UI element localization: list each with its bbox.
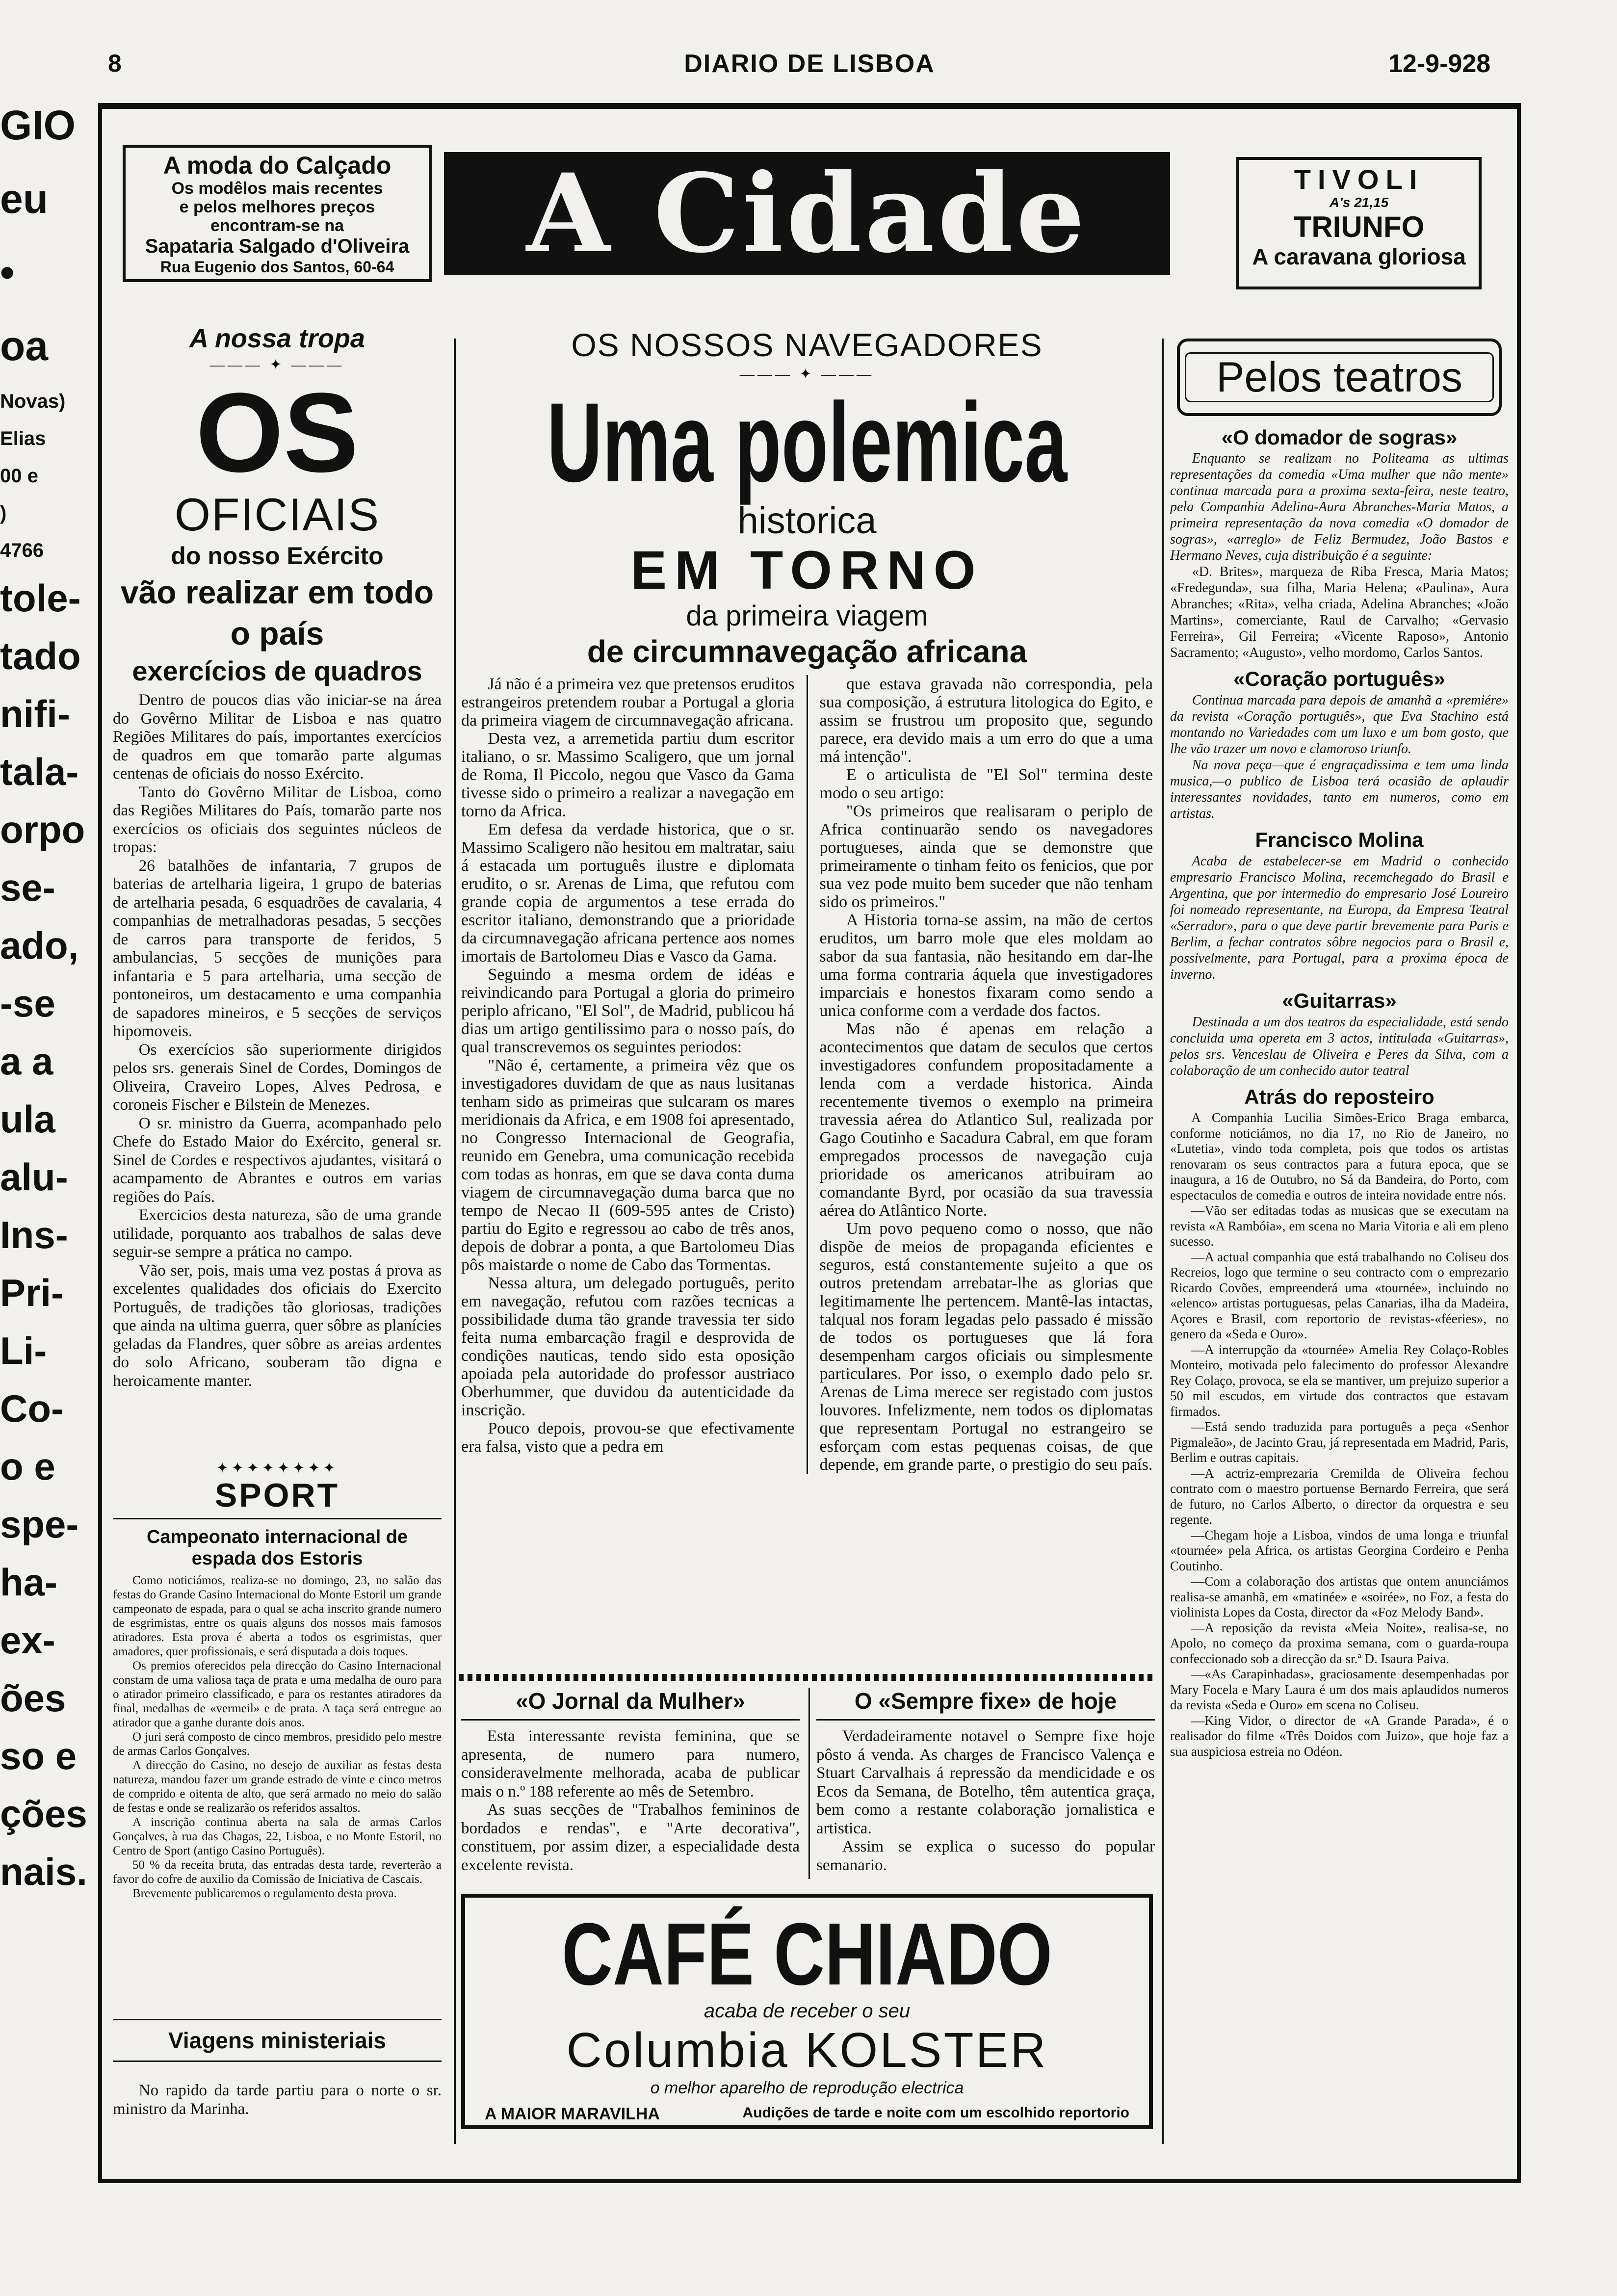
- polemica-paragraph: Desta vez, a arremetida partiu dum escritor italiano, o sr. Massimo Scaligero, que um jornal de Roma, Il Piccolo, negou que Vasco da Gama tivesse sido o primeiro a realizar a navegação em torno da Africa.: [461, 730, 795, 820]
- tropa-body: [113, 691, 442, 1390]
- ad-calcado-address: Rua Eugenio dos Santos, 60-64: [160, 258, 394, 276]
- article-sempre-fixe: [816, 1688, 1155, 1875]
- coracao-text2: Na nova peça—que é engraçadissima e tem uma linda musica,—o publico de Lisboa terá ocasião de aplaudir interessantes novidades, tanto em numeros, como em artistas.: [1170, 757, 1509, 821]
- ornament-divider: ——— ✦ ———: [739, 366, 875, 382]
- strip-word: GIO: [0, 102, 76, 148]
- tropa-paragraph: Os exercícios são superiormente dirigidos pelos srs. generais Sinel de Cordes, Domingos de Oliveira, Craveiro Lopes, Alves Pedrosa, e coroneis Fischer e Bilstein de Menezes.: [113, 1041, 442, 1114]
- polemica-columns: [461, 675, 1153, 1474]
- strip-word: tole-: [0, 576, 81, 620]
- tropa-paragraph: Dentro de poucos dias vão iniciar-se na área do Govêrno Militar de Lisboa e nas quatro Regiões Militares do país, importantes exercícios de quadros em que tomarão parte algumas centenas de oficiais do nosso Exército.: [113, 691, 442, 783]
- reposteiro-item: —Com a colaboração dos artistas que ontem anunciámos realisa-se amanhã, em «matinée» e «soirée», no Foz, a festa do violinista Lopes da Costa, director da «Foz Melody Band».: [1170, 1574, 1509, 1619]
- strip-word: -se: [0, 982, 55, 1025]
- polemica-line3: EM TORNO: [630, 540, 984, 600]
- strip-word: nais.: [0, 1850, 87, 1893]
- sempre-fixe-title: O «Sempre fixe» de hoje: [816, 1688, 1155, 1721]
- sport-headline: Campeonato internacional de espada dos Estoris: [146, 1527, 408, 1569]
- col-rule-2: [1162, 339, 1164, 2144]
- ad-calcado-line1: Os modêlos mais recentes: [171, 179, 383, 198]
- ad-tivoli: [1236, 157, 1482, 289]
- strip-word: ções: [0, 1792, 87, 1835]
- sport-paragraph: A direcção do Casino, no desejo de auxiliar as festas desta natureza, mandou fazer um grande estrado de vinte e cinco metros de comprido e oitenta de alto, que será armado no meio do salão de festas e onde se realizarão os referidos assaltos.: [113, 1759, 442, 1815]
- cafe-chiado-left: A MAIOR MARAVILHA: [485, 2105, 660, 2123]
- strip-word: se-: [0, 866, 55, 909]
- guitarras-title: «Guitarras»: [1282, 989, 1397, 1012]
- polemica-paragraph: Nessa altura, um delegado português, perito em navegação, refutou com razões tecnicas a possibilidade duma tão grande travessia ter sido feita numa embarcação fragil e desprovida de condições nauticas, tendo sido esta oposição apoiada pela autoridade do professor austriaco Oberhummer, que duvidou da autenticidade da inscrição.: [461, 1274, 795, 1419]
- strip-word: Li-: [0, 1329, 47, 1372]
- polemica-paragraph: A Historia torna-se assim, na mão de certos eruditos, um barro mole que eles moldam ao sabor da sua fantasia, não hesitando em dar-lhe uma forma contraria áquela que investigadores imparciais e honestos fixaram como sendo a unica conforme com a verdade dos factos.: [819, 911, 1153, 1020]
- polemica-paragraph: Já não é a primeira vez que pretensos eruditos estrangeiros pretendem roubar a Portugal a gloria da primeira viagem de circumnavegação africana.: [461, 675, 795, 730]
- strip-word: so e: [0, 1734, 77, 1777]
- ornament-divider: ——— ✦ ———: [209, 357, 345, 373]
- tivoli-time: A's 21,15: [1329, 195, 1389, 210]
- cafe-chiado-title: CAFÉ CHIADO: [562, 1905, 1052, 2004]
- strip-word: Co-: [0, 1387, 64, 1430]
- ad-cafe-chiado: [461, 1894, 1153, 2129]
- ad-calcado-line2: e pelos melhores preços: [179, 198, 375, 216]
- polemica-paragraph: E o articulista de "El Sol" termina deste modo o seu artigo:: [819, 766, 1153, 802]
- sport-paragraph: Brevemente publicaremos o regulamento desta prova.: [132, 1887, 397, 1900]
- domador-cast: «D. Brites», marqueza de Riba Fresca, Maria Matos; «Fredegunda», sua filha, Maria Helena; «Paulina», Aura Abranches; «Rita», velha criada, Adelina Abranches; «João Martins», comerciante, Raul de Carvalho; «Gervasio Ferreira», Gil Ferreira; «Vicente Raposo», Antonio Sacramento; «Augusto», velho mordomo, Carlos Santos.: [1170, 564, 1509, 660]
- tropa-headline: vão realizar em todo o país: [120, 574, 434, 652]
- tropa-paragraph: O sr. ministro da Guerra, acompanhado pelo Chefe do Estado Maior do Exército, general sr. Sinel de Cordes e respectivos ajudantes, visitará o acampamento de Abrantes e outros em varias regiões do País.: [113, 1114, 442, 1206]
- article-viagens: [113, 2019, 442, 2118]
- article-polemica: [461, 326, 1153, 1474]
- tropa-paragraph: Exercicios desta natureza, são de uma grande utilidade, porquanto aos trabalhos de salas deve seguir-se sempre a prática no campo.: [113, 1206, 442, 1261]
- strip-word: ula: [0, 1097, 55, 1141]
- ornament-divider: ✦✦✦✦✦✦✦✦: [216, 1460, 339, 1476]
- strip-word: ões: [0, 1676, 66, 1720]
- strip-word: eu: [0, 176, 49, 222]
- jornal-mulher-title: «O Jornal da Mulher»: [461, 1688, 800, 1721]
- strip-word: Novas): [0, 391, 66, 412]
- ad-calcado-shop: Sapataria Salgado d'Oliveira: [145, 235, 410, 257]
- tropa-officials: OFICIAIS: [174, 489, 380, 540]
- cafe-chiado-product: Columbia KOLSTER: [566, 2023, 1048, 2078]
- sport-paragraph: 50 % da receita bruta, das entradas desta tarde, reverterão a favor do cofre de auxilio da Comissão de Iniciativa de Cascais.: [113, 1858, 442, 1886]
- polemica-paragraph: Mas não é apenas em relação a acontecimentos que datam de seculos que certos investigadores confundem propositadamente a lenda com a verdade historica. Ainda recentemente tivemos o exemplo na primeira travessia aérea do Atlantico Sul, realizada por Gago Coutinho e Sacadura Cabral, em que foram empregados processos de navegação cuja prioridade os americanos atribuiram ao comandante Byrd, por ocasião da sua travessia aérea do Atlântico Norte.: [819, 1020, 1153, 1220]
- cafe-chiado-line2: o melhor aparelho de reprodução electrica: [650, 2079, 964, 2097]
- reposteiro-item: —«As Carapinhadas», graciosamente desempenhadas por Mary Focela e Mary Laura é um dos mais aplaudidos numeros da revista «Seda e Ouro» em scena no Coliseu.: [1170, 1667, 1509, 1712]
- masthead-title: A Cidade: [526, 150, 1088, 277]
- strip-word: tala-: [0, 750, 79, 793]
- strip-word: 00 e: [0, 465, 38, 487]
- cafe-chiado-footer: [465, 2099, 1149, 2124]
- teatros-banner: [1177, 339, 1502, 416]
- tropa-paragraph: Vão ser, pois, mais uma vez postas á prova as excelentes qualidades dos oficiais do Exercito Português, de tradições tão gloriosas, tradições que ainda na ultima guerra, quer sôbre as planícies geladas da Flandres, quer sôbre as areias ardentes do solo Africano, souberam tão digna e heroicamente manter.: [113, 1261, 442, 1390]
- newspaper-name: DIARIO DE LISBOA: [684, 50, 935, 78]
- dotted-separator: [459, 1674, 1155, 1681]
- strip-word: orpo: [0, 808, 85, 851]
- strip-word: oa: [0, 323, 49, 369]
- strip-words: [0, 88, 87, 1901]
- strip-word: ): [0, 502, 7, 524]
- reposteiro-item: —A actriz-empreza​ria Cremilda de Oliveira fechou contrato com o maestro portuense Bernardo Ferreira, que será de futuro, no Carlos Alberto, o director da orquestra e seu regente.: [1170, 1465, 1509, 1527]
- viagens-text: No rapido da tarde partiu para o norte o sr. ministro da Marinha.: [113, 2082, 442, 2118]
- domador-text: Enquanto se realizam no Politeama as ultimas representações da comedia «Uma mulher que não mente» continua marcada para a proxima sexta-feira, neste teatro, pela Companhia Adelina-Aura Abranches-Maria Matos, a primeira representação da nova comedia «O domador de sogras», «arreglo» de Feliz Bermudez, João Bastos e Hermano Neves, cuja distribuição é a seguinte:: [1170, 451, 1509, 563]
- sport-rule: [113, 1518, 442, 1519]
- molina-text: Acaba de estabelecer-se em Madrid o conhecido empresario Francisco Molina, recemchegado do Brasil e Argentina, que por intermedio do empresario José Loureiro foi nomeado representante, na Europa, da Empresa Teatral «Serrador», para o que deve partir brevemente para Paris e Berlim, a fechar contratos sôbre negocios para o Brasil e, possivelmente, para Portugal, para a proxima época de inverno.: [1170, 854, 1509, 982]
- reposteiro-item: —King Vidor, o director de «A Grande Parada», é o realisador do filme «Três Doidos com Juizo», que hoje faz a sua auspiciosa estreia no Odéon.: [1170, 1713, 1509, 1759]
- strip-word: Ins-: [0, 1213, 68, 1256]
- coracao-text: Continua marcada para depois de amanhã a «premiére» da revista «Coração português», que Eva Stachino está montando no Variedades com um luxo e um bom gosto, que lhe vão trazer um novo e clamoroso triunfo.: [1170, 693, 1509, 757]
- strip-word: Pri-: [0, 1271, 64, 1314]
- sport-paragraph: O juri será composto de cinco membros, presidido pelo mestre de armas Carlos Gonçalves.: [113, 1730, 442, 1758]
- tropa-paragraph: 26 batalhões de infantaria, 7 grupos de baterias de artelharia ligeira, 1 grupo de baterias de artelharia pesada, 6 esquadrões de cavalaria, 4 companhias de metralhadoras pesadas, 5 secções de carros para transporte de feridos, 5 ambulancias, 5 secções de munições para infantaria e 5 para artelharia, uma secção de pontoneiros, um destacamento e uma companhia de sapadores mineiros, e 5 secções de serviços hipomoveis.: [113, 857, 442, 1040]
- guitarras-text: Destinada a um dos teatros da especialidade, está sendo concluida uma opereta em 3 actos, intitulada «Guitarras», pelos srs. Venceslau de Oliveira e Peres da Silva, com a colaboração de um conhecido autor teatral: [1170, 1015, 1509, 1078]
- polemica-paragraph: Pouco depois, provou-se que efectivamente era falsa, visto que a pedra em: [461, 1419, 795, 1456]
- tropa-sub: exercícios de quadros: [132, 655, 422, 686]
- strip-word: ado,: [0, 924, 79, 967]
- masthead: [444, 152, 1170, 275]
- frame-top: [98, 103, 1521, 109]
- strip-word: Elias: [0, 428, 46, 449]
- frame-right: [1517, 103, 1521, 2183]
- article-sport: [113, 1460, 442, 1901]
- frame-bottom: [98, 2179, 1521, 2183]
- mid-col-rule: [808, 1688, 810, 1879]
- article-teatros: [1170, 339, 1509, 1759]
- strip-word: o e: [0, 1445, 55, 1488]
- reposteiro-list: [1170, 1110, 1509, 1759]
- polemica-col2: [820, 675, 1153, 1474]
- polemica-paragraph: Seguindo a mesma ordem de idéas e reivindicando para Portugal a gloria do primeiro periplo africano, "El Sol", de Madrid, publicou há dias um artigo gentilissimo para o nosso país, do qual transcrevemos os seguintes periodos:: [461, 965, 795, 1056]
- tropa-big: OS: [195, 369, 359, 496]
- coracao-title: «Coração português»: [1233, 667, 1445, 690]
- polemica-paragraph: Em defesa da verdade historica, que o sr. Massimo Scaligero não hesitou em maltratar, saiu á estacada um português ilustre e diplomata erudito, o sr. Arenas de Lima, que refutou com grande copia de argumentos a tese errada do escritor italiano, demonstrando que a prioridade da circumnavegação africana pertence aos nomes imortais de Bartolomeu Dias e Vasco da Gama.: [461, 820, 795, 965]
- viagens-rule: [113, 2061, 442, 2062]
- ad-calcado-line3: encontram-se na: [210, 216, 344, 235]
- polemica-paragraph: "Os primeiros que realisaram o periplo de Africa continuarão sendo os navegadores portugueses, ainda que se demonstre que primeiramente o tinham feito os fenicios, que por sua vez pode muito bem suceder que não tenham sido os primeiros.": [819, 802, 1153, 911]
- polemica-paragraph: Um povo pequeno como o nosso, que não dispõe de meios de propaganda eficientes e seguros, está constantemente sujeito a que os outros pretendam arrebatar-lhe as glorias que legitimamente lhe pertencem. Mantê-las intactas, talqual nos foram legadas pelo passado é missão de todos os portugueses que lá fora desempenham cargos oficiais ou simplesmente particulares. Por isso, o exemplo dado pelo sr. Arenas de Lima merece ser registado com justos louvores. Infelizmente, nem todos os diplomatas que representam Portugal no estrangeiro se esforçam com estas pequenas coisas, de que depende, em grande parte, o prestigio do seu país.: [819, 1220, 1153, 1474]
- sport-body: [113, 1573, 442, 1901]
- reposteiro-item: —A actual companhia que está trabalhando no Coliseu dos Recreios, logo que termine o seu contracto com o emprezario Ricardo Covões, empreenderá uma «tournée», incluindo no «elenco» artistas portuguesas, pelas Canarias, ilha da Madeira, Açores e Brasil, com reportorio de revistas-«féeries», no genero da «Seda e Ouro».: [1170, 1249, 1509, 1341]
- ad-calcado: [123, 145, 432, 282]
- sport-paragraph: Os premios oferecidos pela direcção do Casino Internacional constam de uma valiosa taça de prata e uma medalha de ouro para o atirador primeiro classificado, e para os restantes atiradores da final, medalhas de «vermeil» e de prata. A taça será entregue ao atirador que a ganhe durante dois anos.: [113, 1659, 442, 1729]
- molina-title: Francisco Molina: [1255, 828, 1424, 851]
- strip-word: a a: [0, 1040, 53, 1083]
- jornal-mulher-text2: As suas secções de "Trabalhos femininos de bordados e rendas", e "Arte decorativa", constituem, por assim dizer, a especialidade desta excelente revista.: [461, 1801, 800, 1874]
- polemica-paragraph: que estava gravada não correspondia, pela sua composição, á estrutura litologica do Egito, e assim se frustrou um proposito que, segundo parece, era devido mais a um erro do que a uma má intenção".: [819, 675, 1153, 766]
- strip-word: spe-: [0, 1503, 79, 1546]
- tivoli-show: TRIUNFO: [1293, 210, 1425, 243]
- sport-paragraph: Como noticiámos, realiza-se no domingo, 23, no salão das festas do Grande Casino Internacional do Monte Estoril um grande campeonato de espada, para o qual se acha inscrito grande numero de esgrimistas, entre os quais alguns dos nossos mais famosos atiradores. Esta prova é aberta a todos os esgrimistas, quer amadores, quer profissionais, e será disputada a dois toques.: [113, 1574, 442, 1658]
- tivoli-subtitle: A caravana gloriosa: [1252, 244, 1466, 269]
- reposteiro-item: —Está sendo traduzida para português a peça «Senhor Pigmaleão», de Jacinto Grau, já representada em Madrid, Paris, Berlim e outras capitais.: [1170, 1419, 1509, 1465]
- sport-paragraph: A inscrição continua aberta na sala de armas Carlos Gonçalves, à rua das Chagas, 22, Lisboa, e no Monte Estoril, no Centro de Sport (antigo Casino Português).: [113, 1816, 442, 1857]
- page-number: 8: [108, 50, 122, 77]
- jornal-mulher-text: Esta interessante revista feminina, que se apresenta, de numero para numero, consideravelmente melhorada, acaba de publicar mais o n.º 188 referente ao mês de Setembro.: [461, 1727, 800, 1800]
- tropa-kicker: A nossa tropa: [189, 324, 365, 353]
- sport-title: SPORT: [214, 1477, 340, 1514]
- polemica-col1: [461, 675, 795, 1474]
- article-tropa: [113, 324, 442, 1390]
- reposteiro-item: —A interrupção da «tournée» Amelia Rey Colaço-Robles Monteiro, motivada pelo falecimento do professor Alexandre Rey Colaço, provoca, se ela se mantiver, um prejuizo superior a 50 mil escudos, em virtude dos contractos que estavam firmados.: [1170, 1342, 1509, 1419]
- article-jornal-mulher: [461, 1688, 800, 1875]
- strip-word: 4766: [0, 540, 44, 561]
- viagens-rule: [113, 2019, 442, 2020]
- strip-word: •: [0, 249, 15, 295]
- strip-word: ex-: [0, 1618, 55, 1662]
- cafe-chiado-right: Audições de tarde e noite com um escolhido reportorio: [742, 2105, 1129, 2121]
- polemica-col-rule: [807, 675, 808, 1474]
- cafe-chiado-line1: acaba de receber o seu: [704, 2000, 911, 2022]
- viagens-title: Viagens ministeriais: [168, 2028, 387, 2053]
- polemica-big: Uma polemica: [547, 379, 1068, 505]
- polemica-line4: da primeira viagem: [686, 600, 928, 632]
- left-cutoff-strip: [0, 88, 87, 2198]
- ad-calcado-title: A moda do Calçado: [163, 152, 391, 179]
- tropa-paragraph: Tanto do Govêrno Militar de Lisboa, como das Regiões Militares do País, tomarão parte nos exercícios os oficiais dos seguintes núcleos de tropas:: [113, 783, 442, 856]
- tropa-army: do nosso Exército: [171, 542, 384, 570]
- reposteiro-title: Atrás do reposteiro: [1244, 1085, 1434, 1108]
- col-rule-1: [454, 339, 456, 2144]
- reposteiro-item: —A reposição da revista «Meia Noite», realisa-se, no Apolo, no começo da proxima semana, com o guarda-roupa confeccionado sob a direcção da sr.ª D. Isaura Paiva.: [1170, 1620, 1509, 1666]
- frame-left: [98, 103, 102, 2183]
- reposteiro-item: A Companhia Lucilia Simões-Erico Braga embarca, conforme noticiámos, no dia 17, no Rio de Janeiro, no «Lutetia», vindo toda completa, pois que todos os artistas renovaram os seus contractos para a futura epoca, que se inaugura, a 16 de Outubro, no Sá da Bandeira, do Porto, com espectaculos de comedia e outros de inteira novidade entre nós.: [1170, 1110, 1509, 1202]
- polemica-paragraph: "Não é, certamente, a primeira vêz que os investigadores duvidam de que as naus lusitanas tenham sido as primeiras que sulcaram os mares meridionais da Africa, e em 1908 foi apresentado, no Congresso Internacional de Geografia, reunido em Genebra, uma comunicação recebida com todas as honras, em que se dava conta duma viagem de circumnavegação duma barca que no tempo de Necao II (609-595 antes de Cristo) partiu do Egito e regressou ao cabo de três anos, depois de dobrar a ponta, a que Bartolomeu Dias pôs maistarde o nome de Cabo das Tormentas.: [461, 1056, 795, 1274]
- sempre-fixe-text: Verdadeiramente notavel o Sempre fixe hoje pôsto á venda. As charges de Francisco Valença e Stuart Carvalhais á repressão da mendicidade e os Ecos da Semana, de Botelho, têm autentica graça, bem como a restante colaboração jornalistica e artistica.: [816, 1727, 1155, 1837]
- sempre-fixe-text2: Assim se explica o sucesso do popular semanario.: [816, 1838, 1155, 1874]
- polemica-line5: de circumnavegação africana: [587, 634, 1027, 669]
- polemica-line2: historica: [737, 500, 877, 542]
- strip-word: tado: [0, 634, 81, 678]
- domador-title: «O domador de sogras»: [1221, 426, 1458, 449]
- strip-word: alu-: [0, 1155, 68, 1199]
- reposteiro-item: —Chegam hoje a Lisboa, vindos de uma longa e triunfal «tournée» pela Africa, os artistas Georgina Cordeiro e Penha Coutinho.: [1170, 1527, 1509, 1573]
- reposteiro-item: —Vão ser editadas todas as musicas que se executam na revista «A Rambóia», em scena no Maria Vitoria e ali em pleno sucesso.: [1170, 1203, 1509, 1249]
- tivoli-name: TIVOLI: [1294, 164, 1424, 195]
- strip-word: nifi-: [0, 692, 70, 735]
- teatros-title: Pelos teatros: [1185, 352, 1494, 402]
- strip-word: ha-: [0, 1561, 57, 1604]
- polemica-kicker: OS NOSSOS NAVEGADORES: [571, 327, 1043, 363]
- issue-date: 12-9-928: [1388, 50, 1491, 78]
